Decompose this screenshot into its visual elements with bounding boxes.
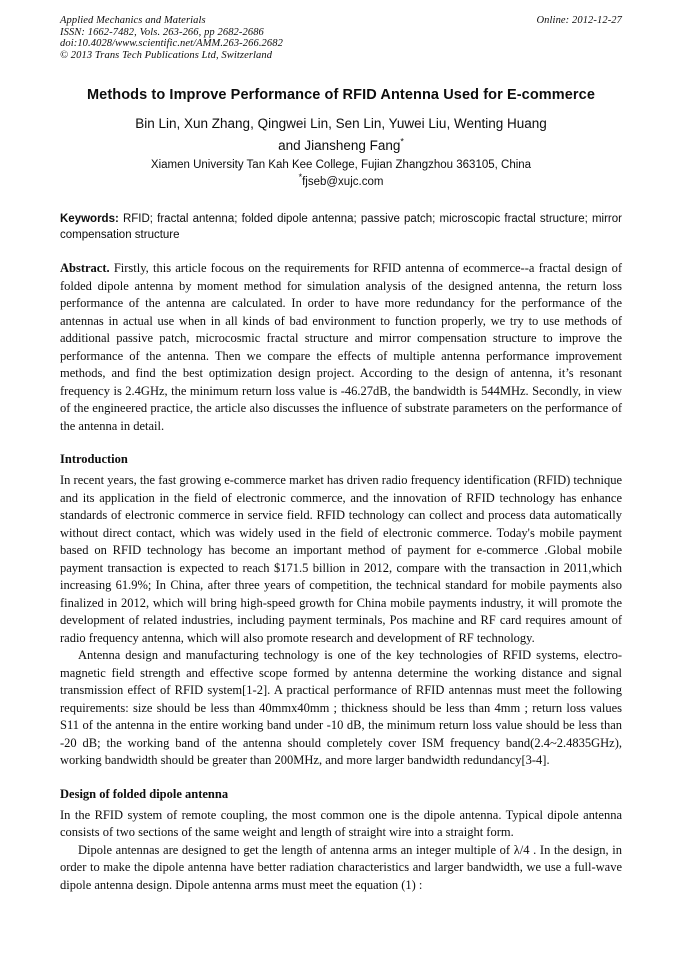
design-paragraph-2: Dipole antennas are designed to get the length of antenna arms an integer multiple of λ/4 . In the design, in order to make the dipole antenna have better radiation characteristics and larger bandwidth, we use a full-wave dipole antenna design. Dipole antenna arms must meet the equation (1) :	[60, 842, 622, 892]
authors-line-2-text: and Jiansheng Fang	[278, 138, 401, 154]
introduction-paragraph-1: In recent years, the fast growing e-commerce market has driven radio frequency identification (RFID) technique and its application in the field of electronic commerce, and the innovation of RFID technology has enhance standards of electronic commerce in service field. RFID technology can collect and process data automatically without direct contact, which was widely used in the field of electronic commerce. Today's mobile payment based on RFID technology has become an important method of payment for e-commerce .Global mobile payment transaction is expected to reach $171.5 billion in 2012, compare with the transaction in 2011,which increasing 61.9%; In China, after three years of competition, the technical standard for mobile payments also finalized in 2012, which will bring high-speed growth for China mobile payments industry, it will promote the development of related industries, including payment terminals, Pos machine and RF card requires amount of radio frequency antenna, which will also promote research and development of RF technology.	[60, 473, 622, 645]
section-heading-design: Design of folded dipole antenna	[60, 786, 229, 801]
online-date: Online: 2012-12-27	[536, 15, 622, 26]
authors-line-2	[60, 135, 622, 157]
keywords-label: Keywords:	[60, 213, 119, 226]
affiliation: Xiamen University Tan Kah Kee College, Fujian Zhangzhou 363105, China	[150, 159, 532, 172]
keywords-text: RFID; fractal antenna; folded dipole antenna; passive patch; microscopic fractal structure; mirror compensation structure	[60, 213, 622, 241]
authors-line-1: Bin Lin, Xun Zhang, Qingwei Lin, Sen Lin, Yuwei Liu, Wenting Huang	[135, 116, 547, 132]
email-address: fjseb@xujc.com	[302, 176, 384, 189]
journal-name: Applied Mechanics and Materials	[60, 15, 206, 26]
journal-header	[60, 15, 622, 61]
copyright-line: © 2013 Trans Tech Publications Ltd, Switzerland	[60, 49, 273, 61]
section-introduction	[60, 451, 622, 770]
email-line	[60, 172, 622, 189]
authors-block	[60, 113, 622, 157]
email-asterisk: *	[298, 172, 303, 183]
introduction-paragraph-2: Antenna design and manufacturing technology is one of the key technologies of RFID systems, electro-magnetic field strength and effective scope formed by antenna determine the working distance and signal transmission effect of RFID system[1-2]. A practical performance of RFID antennas must meet the following requirements: size should be less than 40mmx40mm ; thickness should be less than 4mm ; return loss values S11 of the antenna in the entire working band under -10 dB, the minimum return loss value should be less than -20 dB; the working band of the antenna should completely cover ISM frequency band(2.4~2.4835GHz), working bandwidth should be greater than 200MHz, and more larger bandwidth redundancy[3-4].	[60, 648, 622, 768]
abstract-label: Abstract.	[60, 261, 110, 276]
section-design-of-folded-dipole-antenna	[60, 786, 622, 895]
journal-header-left	[60, 15, 283, 61]
paper-title: Methods to Improve Performance of RFID Antenna Used for E-commerce	[86, 87, 595, 104]
abstract-text: Firstly, this article focous on the requirements for RFID antenna of ecommerce--a fractal design of folded dipole antenna by moment method for simulation analysis of the designed antenna, the return loss performance of the antenna are calculated. In order to have more redundancy for the performance of the antennas in actual use when in all kinds of bad environment to function properly, we try to use methods of additional passive patch, microcosmic fractal structure and mirror compensation structure to improve the performance of the antenna. Then we compare the effects of multiple antenna performance improvement methods, and find the best optimization design project. According to the design of antenna, it’s resonant frequency is 2.4GHz, the minimum return loss value is -46.27dB, the bandwidth is 544MHz. Secondly, in view of the engineered practice, the article also discusses the influence of substrate parameters on the performance of the antenna in detail.	[60, 261, 622, 433]
doi-line: doi:10.4028/www.scientific.net/AMM.263-266.2682	[60, 38, 283, 50]
issn-line: ISSN: 1662-7482, Vols. 263-266, pp 2682-2686	[60, 26, 264, 38]
keywords-paragraph	[60, 212, 622, 243]
design-paragraph-1: In the RFID system of remote coupling, the most common one is the dipole antenna. Typical dipole antenna consists of two sections of the same weight and length of straight wire into a straight form.	[60, 807, 622, 840]
abstract-paragraph	[60, 260, 622, 435]
corresponding-author-asterisk: *	[400, 136, 404, 147]
section-heading-introduction: Introduction	[60, 452, 128, 467]
